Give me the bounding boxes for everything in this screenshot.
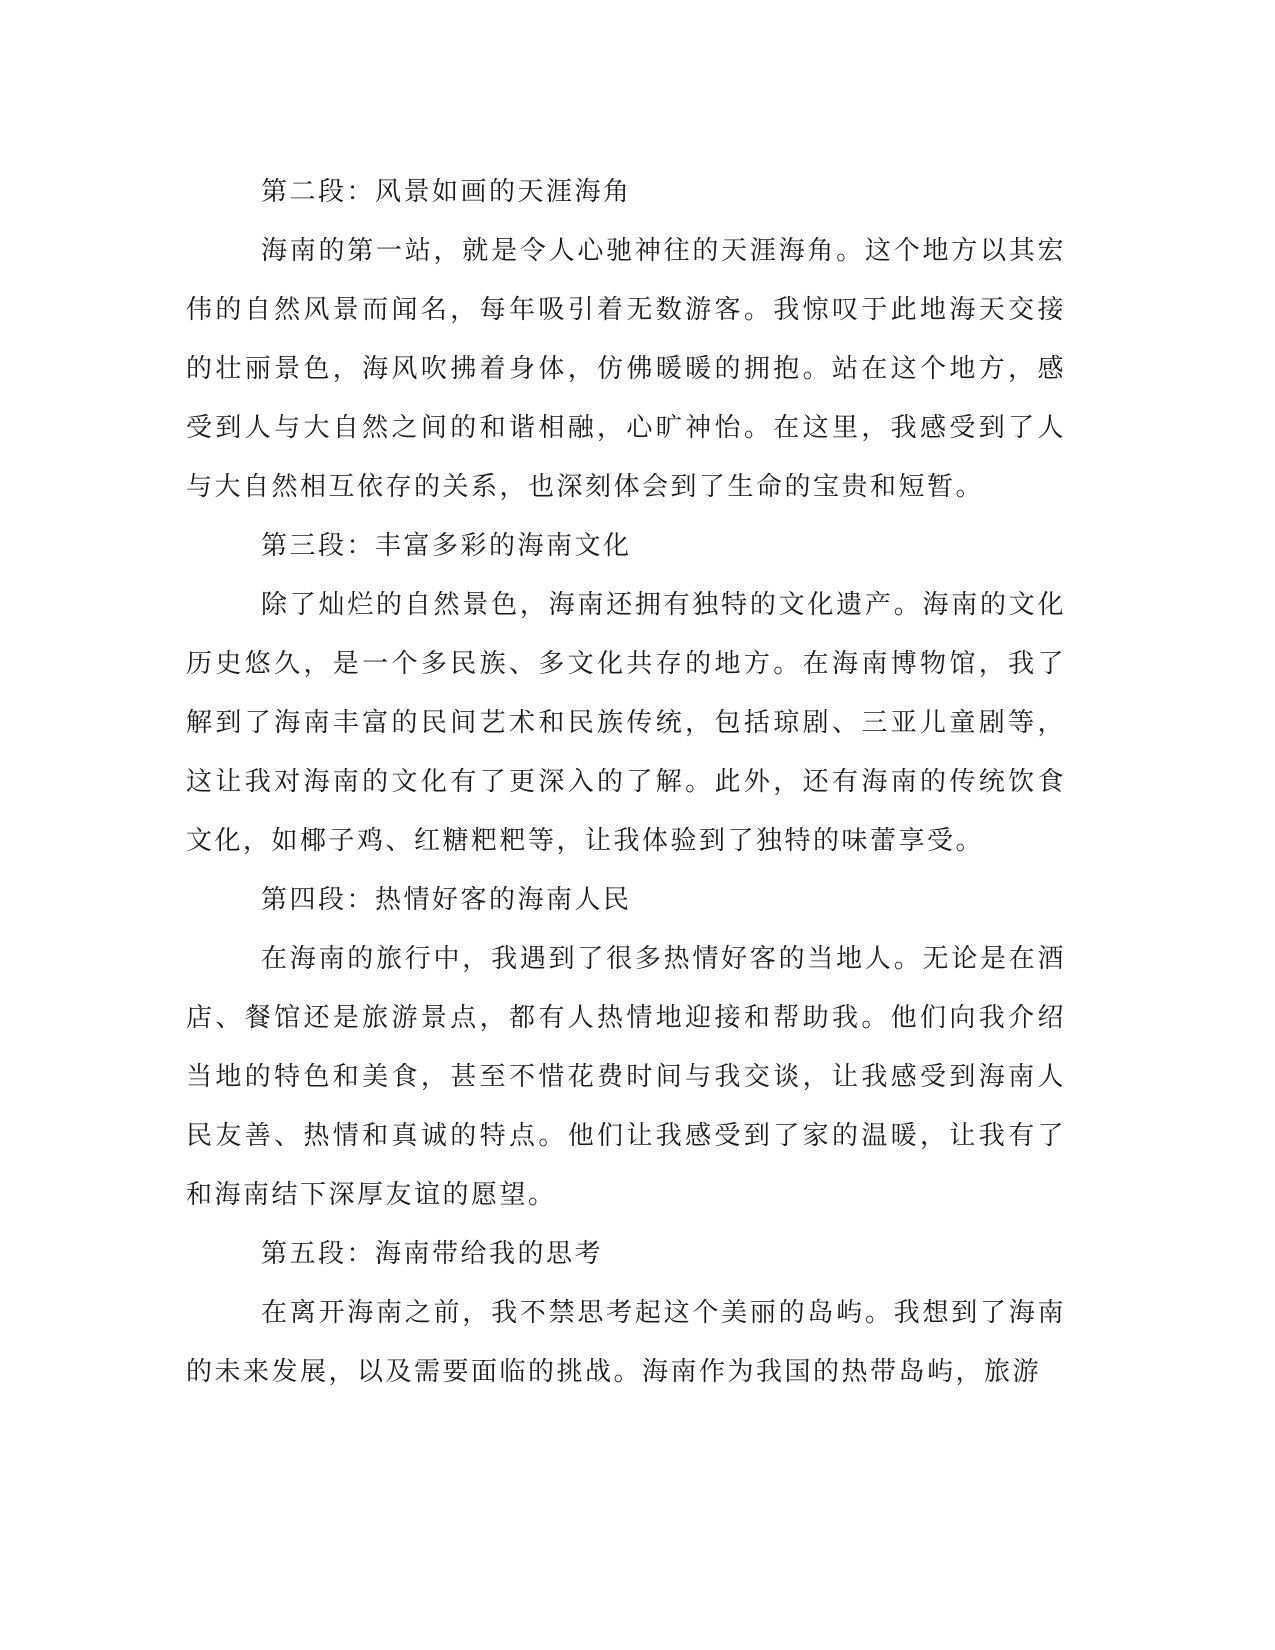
section-paragraph: 在海南的旅行中，我遇到了很多热情好客的当地人。无论是在酒店、餐馆还是旅游景点，都有人热情地迎接和帮助我。他们向我介绍当地的特色和美食，甚至不惜花费时间与我交谈，让我感受到海南人民友善、热情和真诚的特点。他们让我感受到了家的温暖，让我有了和海南结下深厚友谊的愿望。	[186, 944, 1066, 1210]
section-heading: 第三段：丰富多彩的海南文化	[261, 531, 632, 561]
section-heading: 第四段：热情好客的海南人民	[261, 885, 632, 915]
section-paragraph: 除了灿烂的自然景色，海南还拥有独特的文化遗产。海南的文化历史悠久，是一个多民族、多文化共存的地方。在海南博物馆，我了解到了海南丰富的民间艺术和民族传统，包括琼剧、三亚儿童剧等，这让我对海南的文化有了更深入的了解。此外，还有海南的传统饮食文化，如椰子鸡、红糖粑粑等，让我体验到了独特的味蕾享受。	[186, 590, 1066, 856]
section-heading: 第二段：风景如画的天涯海角	[261, 177, 632, 207]
section-paragraph: 海南的第一站，就是令人心驰神往的天涯海角。这个地方以其宏伟的自然风景而闻名，每年吸引着无数游客。我惊叹于此地海天交接的壮丽景色，海风吹拂着身体，仿佛暖暖的拥抱。站在这个地方，感受到人与大自然之间的和谐相融，心旷神怡。在这里，我感受到了人与大自然相互依存的关系，也深刻体会到了生命的宝贵和短暂。	[186, 236, 1066, 502]
section-heading: 第五段：海南带给我的思考	[261, 1239, 604, 1269]
document-body	[186, 163, 1066, 1402]
section-paragraph: 在离开海南之前，我不禁思考起这个美丽的岛屿。我想到了海南的未来发展，以及需要面临的挑战。海南作为我国的热带岛屿，旅游	[186, 1298, 1066, 1387]
